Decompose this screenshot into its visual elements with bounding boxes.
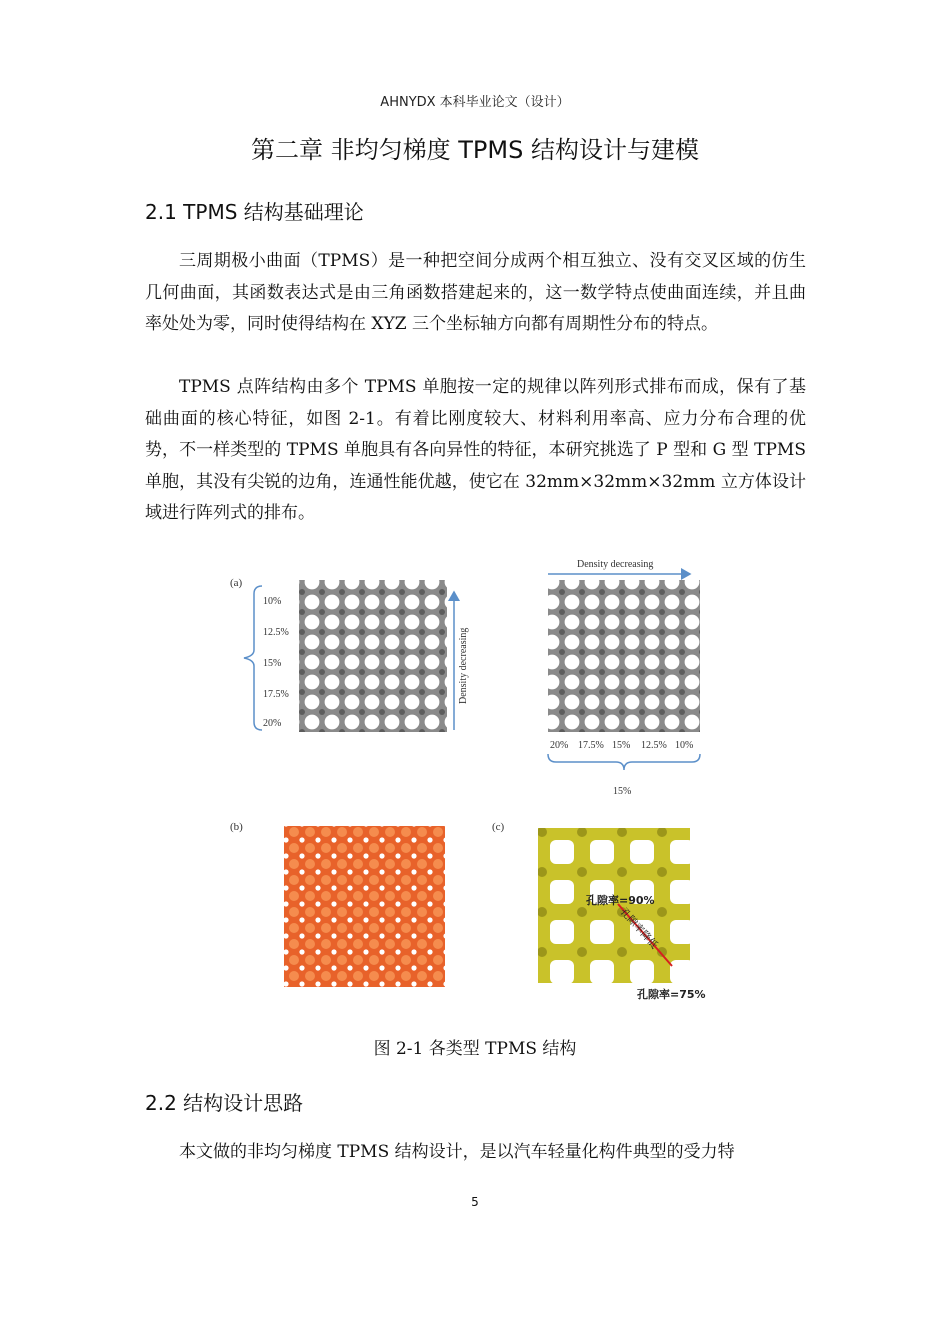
section-heading-2-1: 2.1 TPMS 结构基础理论 — [145, 200, 364, 224]
bottom-level-3: 15% — [612, 740, 631, 751]
figure-graphic — [222, 552, 722, 1007]
porosity-top-label: 孔隙率=90% — [586, 894, 655, 907]
bottom-level-4: 12.5% — [641, 740, 667, 751]
vertical-arrow-label: Density decreasing — [458, 627, 469, 704]
section-heading-2-2: 2.2 结构设计思路 — [145, 1091, 304, 1115]
bottom-brace — [548, 754, 700, 770]
left-level-5: 20% — [263, 718, 282, 729]
chapter-title: 第二章 非均匀梯度 TPMS 结构设计与建模 — [251, 136, 699, 164]
orange-gradient-lattice — [284, 826, 445, 987]
left-level-4: 17.5% — [263, 689, 289, 700]
page-header: AHNYDX 本科毕业论文（设计） — [380, 95, 570, 110]
bottom-level-5: 10% — [675, 740, 694, 751]
figure-caption: 图 2-1 各类型 TPMS 结构 — [373, 1039, 577, 1059]
left-brace — [244, 586, 262, 730]
panel-b-label: (b) — [230, 821, 243, 833]
bottom-level-2: 17.5% — [578, 740, 604, 751]
paragraph-3: 本文做的非均匀梯度 TPMS 结构设计，是以汽车轻量化构件典型的受力特 — [179, 1142, 735, 1162]
left-level-1: 10% — [263, 596, 282, 607]
left-level-3: 15% — [263, 658, 282, 669]
page-number: 5 — [471, 1195, 479, 1209]
bottom-brace-label: 15% — [613, 786, 632, 797]
panel-a-label: (a) — [230, 577, 243, 589]
paragraph-1: 三周期极小曲面（TPMS）是一种把空间分成两个相互独立、没有交叉区域的仿生几何曲面，其函数表达式是由三角函数搭建起来的，这一数学特点使曲面连续，并且曲率处处为零，同时使得结构在 XYZ 三个坐标轴方向都有周期性分布的特点。 — [145, 251, 806, 334]
p-type-gradient-lattice — [299, 580, 447, 732]
paragraph-2: TPMS 点阵结构由多个 TPMS 单胞按一定的规律以阵列形式排布而成，保有了基础曲面的核心特征，如图 2-1。有着比刚度较大、材料利用率高、应力分布合理的优势，不一样类型的 TPMS 单胞具有各向异性的特征，本研究挑选了 P 型和 G 型 TPMS 单胞，其没有尖锐的边角，连通性能优越，使它在 32mm×32mm×32mm 立方体设计域进行阵列式的排布。 — [145, 377, 806, 523]
horizontal-arrow-label: Density decreasing — [577, 559, 654, 570]
porosity-bottom-label: 孔隙率=75% — [637, 988, 706, 1001]
panel-c-label: (c) — [492, 821, 505, 833]
g-type-gradient-lattice — [548, 580, 700, 732]
porosity-diag-label: 孔隙率降低 — [617, 906, 660, 952]
left-level-2: 12.5% — [263, 627, 289, 638]
bottom-level-1: 20% — [550, 740, 569, 751]
figure-2-1 — [222, 552, 722, 1007]
